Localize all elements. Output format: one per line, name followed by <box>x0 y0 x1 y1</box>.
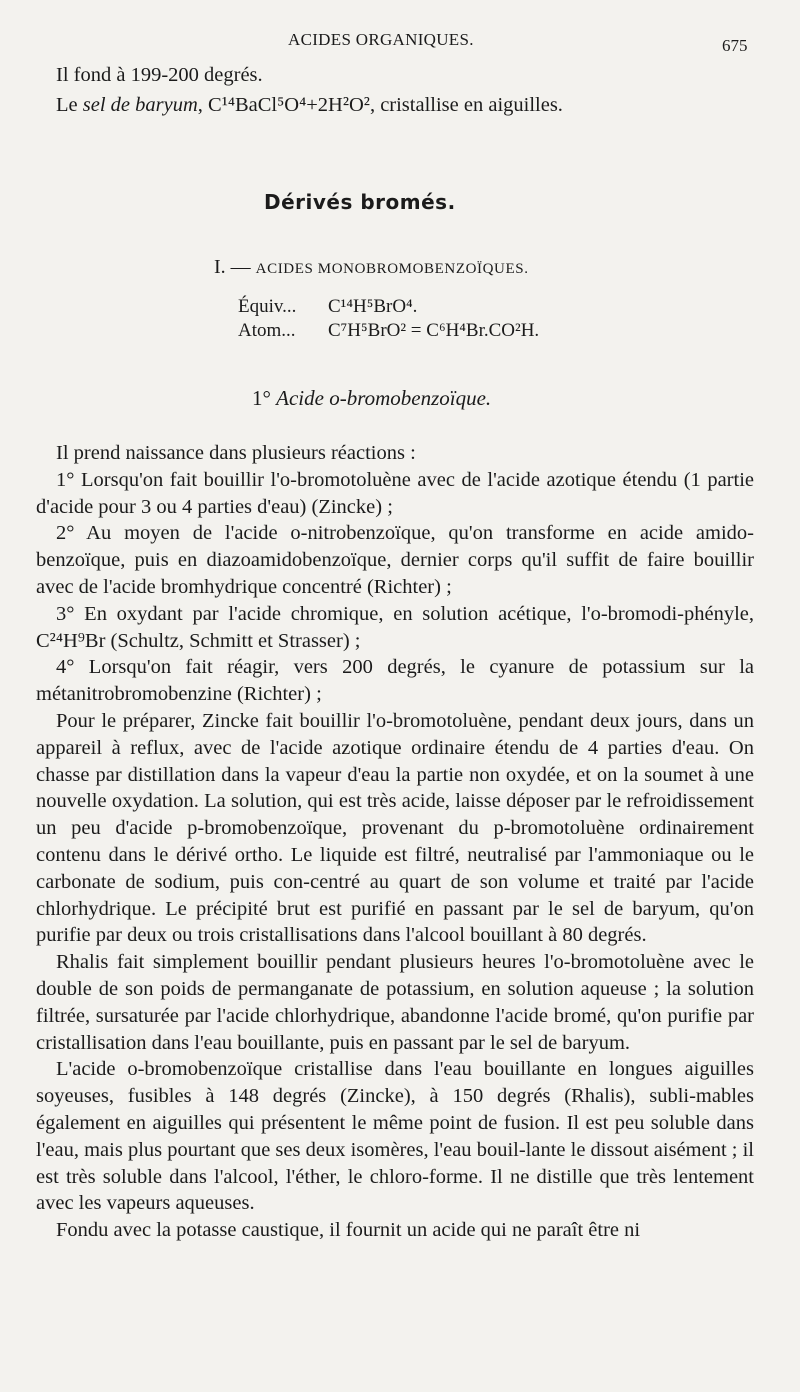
atom-formula: C⁷H⁵BrO² = C⁶H⁴Br.CO²H. <box>328 320 540 341</box>
paragraph: Pour le préparer, Zincke fait bouillir l'o-bromotoluène, pendant deux jours, dans un appareil à reflux, avec de l'acide azotique ordinaire étendu de 4 parties d'eau. On chasse par distillation dans la vapeur d'eau la partie non oxydée, et on la soumet à une nouvelle oxydation. La solution, qui est très acide, laisse déposer par le refroidissement un peu d'acide p-bromobenzoïque, provenant du p-bromotoluène ordinairement contenu dans le dérivé ortho. Le liquide est filtré, neutralisé par l'ammoniaque ou le carbonate de sodium, puis con-centré au quart de son volume et traité par l'acide chlorhydrique. Le précipité brut est purifié en passant par le sel de baryum, qu'on purifie par deux ou trois cristallisations dans l'alcool bouillant à 80 degrés. <box>36 709 754 947</box>
acid-title-number: 1° <box>252 386 277 410</box>
acid-title-name: Acide o-bromobenzoïque. <box>276 386 492 410</box>
page-number: 675 <box>722 36 748 55</box>
body-text <box>36 440 754 1244</box>
paragraph: L'acide o-bromobenzoïque cristallise dans l'eau bouillante en longues aiguilles soyeuses, fusibles à 148 degrés (Zincke), à 150 degrés (Rhalis), subli-mables également en aiguilles qui présentent le même point de fusion. Il est peu soluble dans l'eau, mais plus pourtant que ses deux isomères, l'eau bouil-lante le dissout aisément ; il est très soluble dans l'alcool, l'éther, le chloro-forme. Il ne distille que très lentement avec les vapeurs aqueuses. <box>36 1058 754 1215</box>
paragraph: 1° Lorsqu'on fait bouillir l'o-bromotoluène avec de l'acide azotique étendu (1 partie d'acide pour 3 ou 4 parties d'eau) (Zincke) ; <box>36 468 754 518</box>
paragraph: 2° Au moyen de l'acide o-nitrobenzoïque, qu'on transforme en acide amido-benzoïque, puis en diazoamidobenzoïque, dernier corps qu'il suffit de faire bouillir avec de l'acide bromhydrique concentré (Richter) ; <box>36 522 754 598</box>
paragraph: Rhalis fait simplement bouillir pendant plusieurs heures l'o-bromotoluène avec le double de son poids de permanganate de potassium, en solution aqueuse ; la solution filtrée, sursaturée par l'acide chlorhydrique, abandonne l'acide bromé, qu'on purifie par cristallisation dans l'eau bouillante, puis en passant par le sel de baryum. <box>36 951 754 1054</box>
subsection-name: ACIDES MONOBROMOBENZOÏQUES. <box>255 261 529 277</box>
subsection-number: I. — <box>214 256 256 278</box>
paragraph: Fondu avec la potasse caustique, il fournit un acide qui ne paraît être ni <box>56 1219 641 1242</box>
equiv-formula: C¹⁴H⁵BrO⁴. <box>328 296 418 317</box>
section-title: Dérivés bromés. <box>264 190 456 214</box>
atom-label: Atom... <box>238 320 296 341</box>
running-head: ACIDES ORGANIQUES. <box>288 30 474 49</box>
equiv-label: Équiv... <box>238 296 297 317</box>
intro-line-2 <box>56 94 563 117</box>
intro-line-1: Il fond à 199-200 degrés. <box>56 64 263 86</box>
intro-line-2-suffix: , cristallise en aiguilles. <box>369 94 563 116</box>
paragraph: Il prend naissance dans plusieurs réactions : <box>56 442 416 464</box>
paragraph: 3° En oxydant par l'acide chromique, en solution acétique, l'o-bromodi-phényle, C²⁴H⁹Br (Schultz, Schmitt et Strasser) ; <box>36 602 754 652</box>
acid-title <box>252 386 491 411</box>
intro-line-2-italic: sel de baryum <box>82 94 198 116</box>
paragraph: 4° Lorsqu'on fait réagir, vers 200 degrés, le cyanure de potassium sur la métanitrobromobenzine (Richter) ; <box>36 656 754 706</box>
subsection-title <box>214 256 529 279</box>
intro-line-2-prefix: Le <box>56 94 83 116</box>
intro-line-2-formula: , C¹⁴BaCl⁵O⁴+2H²O² <box>197 94 370 116</box>
